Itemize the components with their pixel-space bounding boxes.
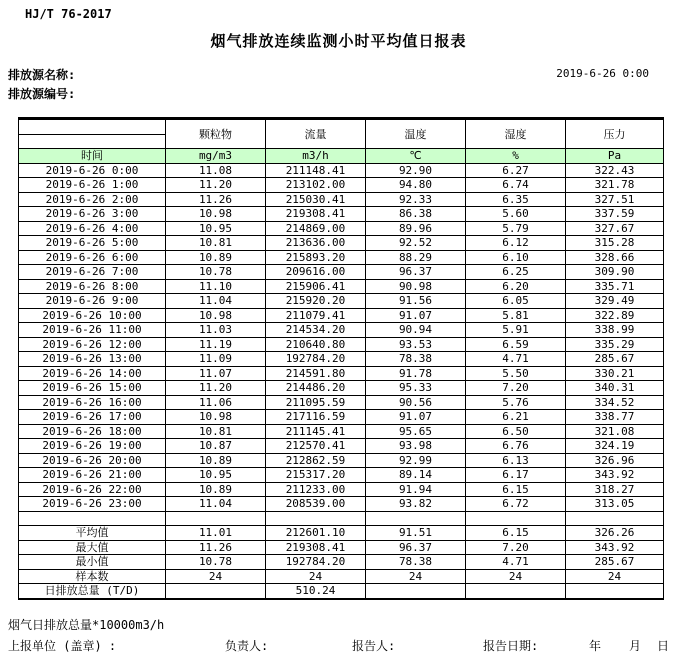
table-cell: 11.10 [166,279,266,294]
table-cell: 95.65 [366,424,466,439]
table-cell: 10.98 [166,410,266,425]
table-cell: 5.79 [466,221,566,236]
table-cell: 11.06 [166,395,266,410]
table-cell: 343.92 [566,468,664,483]
table-cell: 10.89 [166,482,266,497]
table-cell: 93.82 [366,497,466,512]
table-cell: 6.50 [466,424,566,439]
data-row [19,352,664,367]
table-cell: 24 [466,569,566,584]
unit-percent: % [466,149,566,164]
table-cell: 285.67 [566,555,664,570]
table-cell: 78.38 [366,555,466,570]
table-cell: 7.20 [466,540,566,555]
table-cell: 24 [266,569,366,584]
table-cell: 92.90 [366,163,466,178]
data-row [19,381,664,396]
data-row [19,236,664,251]
table-cell: 334.52 [566,395,664,410]
table-cell: 2019-6-26 15:00 [19,381,166,396]
table-cell: 2019-6-26 14:00 [19,366,166,381]
table-cell [19,511,166,526]
source-name-label: 排放源名称: [8,68,76,82]
table-cell: 10.98 [166,308,266,323]
data-row [19,395,664,410]
table-cell: 6.05 [466,294,566,309]
table-cell: 7.20 [466,381,566,396]
table-cell: 91.94 [366,482,466,497]
table-cell: 343.92 [566,540,664,555]
summary-row [19,540,664,555]
table-cell: 93.98 [366,439,466,454]
data-row [19,192,664,207]
table-cell: 215906.41 [266,279,366,294]
table-cell: 10.98 [166,207,266,222]
table-cell [466,584,566,599]
table-cell [366,511,466,526]
table-cell [166,511,266,526]
data-row [19,453,664,468]
table-cell: 210640.80 [266,337,366,352]
table-cell: 213636.00 [266,236,366,251]
table-cell: 209616.00 [266,265,366,280]
table-cell: 211079.41 [266,308,366,323]
header-empty-cell-bottom [19,134,166,149]
data-row [19,482,664,497]
col-header-flow: 流量 [266,119,366,149]
table-cell: 6.76 [466,439,566,454]
summary-row [19,555,664,570]
table-cell: 96.37 [366,265,466,280]
table-cell: 326.96 [566,453,664,468]
table-cell: 318.27 [566,482,664,497]
table-cell: 88.29 [366,250,466,265]
table-cell: 328.66 [566,250,664,265]
table-cell: 2019-6-26 1:00 [19,178,166,193]
table-cell: 219308.41 [266,207,366,222]
table-cell: 91.07 [366,410,466,425]
table-cell [566,584,664,599]
unit-celsius: ℃ [366,149,466,164]
table-cell: 2019-6-26 20:00 [19,453,166,468]
table-cell: 2019-6-26 10:00 [19,308,166,323]
table-cell: 11.03 [166,323,266,338]
table-cell: 192784.20 [266,555,366,570]
table-cell: 91.07 [366,308,466,323]
table-cell: 10.89 [166,453,266,468]
table-cell: 86.38 [366,207,466,222]
table-cell: 6.10 [466,250,566,265]
monitoring-data-table [18,117,664,600]
table-cell: 510.24 [266,584,366,599]
table-cell: 92.52 [366,236,466,251]
table-cell: 285.67 [566,352,664,367]
reporter-label: 报告人: [352,639,396,653]
table-cell: 212862.59 [266,453,366,468]
unit-row [19,149,664,164]
col-header-humidity: 湿度 [466,119,566,149]
table-cell: 2019-6-26 6:00 [19,250,166,265]
table-cell: 2019-6-26 3:00 [19,207,166,222]
table-cell: 91.56 [366,294,466,309]
data-row [19,250,664,265]
table-cell: 10.78 [166,555,266,570]
table-cell: 315.28 [566,236,664,251]
data-row [19,439,664,454]
table-cell: 213102.00 [266,178,366,193]
table-cell: 6.74 [466,178,566,193]
data-row [19,207,664,222]
header-row-top [19,119,664,135]
table-cell: 2019-6-26 2:00 [19,192,166,207]
day-label: 日 [657,639,670,653]
total-emission-note: 烟气日排放总量*10000m3/h [8,618,165,632]
table-cell: 10.81 [166,424,266,439]
summary-row [19,569,664,584]
table-cell [566,511,664,526]
table-cell: 2019-6-26 23:00 [19,497,166,512]
table-cell: 2019-6-26 8:00 [19,279,166,294]
table-cell: 324.19 [566,439,664,454]
table-cell: 2019-6-26 21:00 [19,468,166,483]
table-cell: 2019-6-26 17:00 [19,410,166,425]
table-cell: 2019-6-26 7:00 [19,265,166,280]
data-row [19,265,664,280]
data-row [19,221,664,236]
table-cell: 214486.20 [266,381,366,396]
table-cell: 96.37 [366,540,466,555]
table-cell: 92.99 [366,453,466,468]
report-date-label: 报告日期: [483,639,539,653]
source-id-label: 排放源编号: [8,87,76,101]
table-cell: 11.26 [166,192,266,207]
data-row [19,163,664,178]
table-cell: 5.76 [466,395,566,410]
table-cell: 6.15 [466,526,566,541]
table-cell: 24 [166,569,266,584]
table-cell: 89.96 [366,221,466,236]
table-cell: 11.07 [166,366,266,381]
table-cell: 89.14 [366,468,466,483]
table-cell: 2019-6-26 22:00 [19,482,166,497]
table-cell: 2019-6-26 11:00 [19,323,166,338]
table-cell: 10.78 [166,265,266,280]
table-cell: 338.77 [566,410,664,425]
data-row [19,308,664,323]
table-cell: 94.80 [366,178,466,193]
table-cell: 2019-6-26 4:00 [19,221,166,236]
table-cell: 326.26 [566,526,664,541]
table-cell: 338.99 [566,323,664,338]
table-cell: 6.17 [466,468,566,483]
table-cell: 211148.41 [266,163,366,178]
standard-number: HJ/T 76-2017 [25,7,112,21]
year-label: 年 [589,639,602,653]
table-cell: 2019-6-26 19:00 [19,439,166,454]
table-cell: 2019-6-26 12:00 [19,337,166,352]
table-cell: 2019-6-26 0:00 [19,163,166,178]
table-cell: 217116.59 [266,410,366,425]
unit-mg-m3: mg/m3 [166,149,266,164]
header-empty-cell-top [19,119,166,135]
table-cell: 329.49 [566,294,664,309]
table-cell: 330.21 [566,366,664,381]
month-label: 月 [629,639,642,653]
table-cell: 214869.00 [266,221,366,236]
table-cell: 4.71 [466,555,566,570]
reporting-unit-label: 上报单位 (盖章) : [8,639,117,653]
table-cell: 4.71 [466,352,566,367]
table-cell: 最大值 [19,540,166,555]
table-cell: 5.50 [466,366,566,381]
table-cell: 11.04 [166,294,266,309]
table-cell: 11.19 [166,337,266,352]
table-cell: 337.59 [566,207,664,222]
table-body [19,163,664,599]
table-cell: 2019-6-26 9:00 [19,294,166,309]
table-cell: 211095.59 [266,395,366,410]
table-cell: 215317.20 [266,468,366,483]
table-cell: 91.78 [366,366,466,381]
table-cell: 321.08 [566,424,664,439]
table-cell: 24 [566,569,664,584]
table-cell: 11.01 [166,526,266,541]
time-column-header: 时间 [19,149,166,164]
table-cell: 309.90 [566,265,664,280]
summary-row [19,526,664,541]
col-header-particulate: 颗粒物 [166,119,266,149]
table-cell: 平均值 [19,526,166,541]
table-cell: 样本数 [19,569,166,584]
table-cell: 95.33 [366,381,466,396]
table-cell: 327.67 [566,221,664,236]
table-cell: 321.78 [566,178,664,193]
table-cell: 93.53 [366,337,466,352]
table-cell: 92.33 [366,192,466,207]
table-cell: 335.29 [566,337,664,352]
table-cell: 214591.80 [266,366,366,381]
table-cell: 90.56 [366,395,466,410]
table-cell: 10.95 [166,221,266,236]
table-cell: 11.04 [166,497,266,512]
table-cell: 10.89 [166,250,266,265]
table-cell: 11.20 [166,381,266,396]
table-cell: 6.35 [466,192,566,207]
table-cell: 212601.10 [266,526,366,541]
table-cell: 5.60 [466,207,566,222]
table-cell: 208539.00 [266,497,366,512]
table-cell: 219308.41 [266,540,366,555]
table-cell: 11.08 [166,163,266,178]
data-row [19,410,664,425]
table-cell: 211145.41 [266,424,366,439]
table-cell: 6.20 [466,279,566,294]
table-header [19,119,664,164]
table-cell: 6.12 [466,236,566,251]
data-row [19,178,664,193]
spacer-row [19,511,664,526]
table-cell [266,511,366,526]
table-cell: 215920.20 [266,294,366,309]
table-cell: 6.72 [466,497,566,512]
table-cell: 215893.20 [266,250,366,265]
table-cell [166,584,266,599]
table-cell: 5.81 [466,308,566,323]
table-cell: 214534.20 [266,323,366,338]
data-row [19,497,664,512]
table-cell: 10.81 [166,236,266,251]
page-title: 烟气排放连续监测小时平均值日报表 [210,32,467,50]
table-cell: 2019-6-26 13:00 [19,352,166,367]
data-row [19,323,664,338]
table-cell: 6.59 [466,337,566,352]
table-cell: 11.26 [166,540,266,555]
table-cell: 6.15 [466,482,566,497]
table-cell: 2019-6-26 16:00 [19,395,166,410]
table-cell: 78.38 [366,352,466,367]
table-cell: 11.09 [166,352,266,367]
table-cell: 5.91 [466,323,566,338]
unit-m3-h: m3/h [266,149,366,164]
table-cell: 6.25 [466,265,566,280]
data-row [19,337,664,352]
table-cell: 340.31 [566,381,664,396]
data-row [19,279,664,294]
data-row [19,468,664,483]
table-cell: 215030.41 [266,192,366,207]
table-cell: 日排放总量 (T/D) [19,584,166,599]
unit-pa: Pa [566,149,664,164]
table-cell: 90.94 [366,323,466,338]
table-cell: 90.98 [366,279,466,294]
responsible-person-label: 负责人: [225,639,269,653]
table-cell: 11.20 [166,178,266,193]
report-datetime: 2019-6-26 0:00 [556,67,649,80]
table-cell: 322.43 [566,163,664,178]
table-cell: 6.13 [466,453,566,468]
col-header-pressure: 压力 [566,119,664,149]
table-cell: 2019-6-26 5:00 [19,236,166,251]
table-cell: 6.27 [466,163,566,178]
table-cell: 327.51 [566,192,664,207]
table-cell: 211233.00 [266,482,366,497]
table-cell: 6.21 [466,410,566,425]
table-cell: 最小值 [19,555,166,570]
table-cell: 2019-6-26 18:00 [19,424,166,439]
table-cell: 91.51 [366,526,466,541]
table-cell: 335.71 [566,279,664,294]
table-cell [466,511,566,526]
col-header-temperature: 温度 [366,119,466,149]
table-cell: 212570.41 [266,439,366,454]
table-cell: 192784.20 [266,352,366,367]
table-cell: 24 [366,569,466,584]
table-cell: 10.95 [166,468,266,483]
table-cell [366,584,466,599]
data-row [19,366,664,381]
table-cell: 322.89 [566,308,664,323]
table-cell: 10.87 [166,439,266,454]
table-cell: 313.05 [566,497,664,512]
data-row [19,294,664,309]
data-row [19,424,664,439]
summary-row [19,584,664,599]
